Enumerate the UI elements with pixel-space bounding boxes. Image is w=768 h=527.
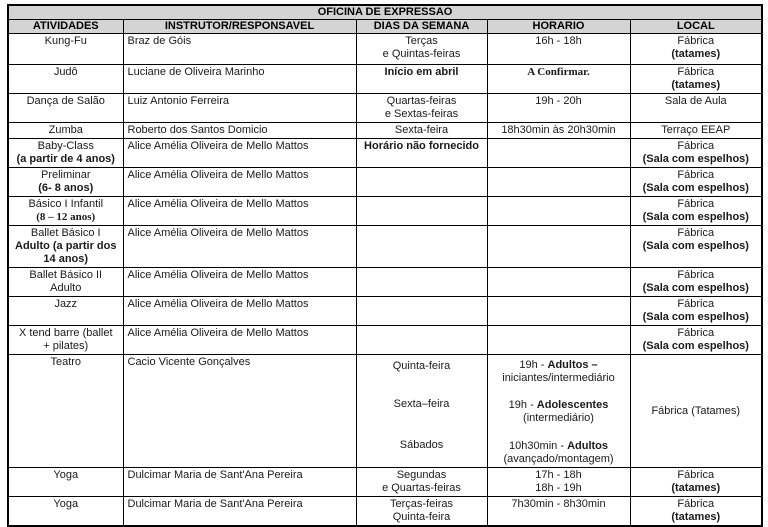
cell-activity	[8, 94, 123, 123]
table-row	[8, 139, 762, 168]
cell-line	[633, 269, 760, 282]
cell-instructor	[123, 139, 356, 168]
cell-line	[128, 66, 354, 79]
text-segment: Fábrica	[677, 469, 715, 481]
cell-line	[11, 140, 121, 153]
title-row	[8, 5, 762, 20]
cell-line	[633, 298, 760, 311]
cell-days	[356, 168, 487, 197]
cell-hours	[487, 168, 630, 197]
text-segment: Alice Amélia Oliveira de Mello Mattos	[127, 140, 309, 152]
text-segment: Fábrica	[677, 35, 715, 47]
table-row	[8, 355, 762, 468]
cell-activity	[8, 139, 123, 168]
cell-line	[359, 124, 485, 137]
table-row	[8, 197, 762, 226]
cell-line	[490, 412, 628, 425]
text-segment: Ballet Básico II	[29, 269, 103, 281]
text-segment: 10h30min -	[508, 440, 568, 452]
text-segment: Quinta-feira	[392, 511, 451, 523]
table-row	[8, 94, 762, 123]
cell-days	[356, 268, 487, 297]
cell-line	[633, 169, 760, 182]
cell-line	[490, 469, 628, 482]
cell-line	[633, 482, 760, 495]
cell-days	[356, 34, 487, 65]
text-segment: Fábrica	[677, 327, 715, 339]
text-segment: Alice Amélia Oliveira de Mello Mattos	[127, 198, 309, 210]
text-segment: 14 anos)	[43, 253, 89, 265]
cell-activity	[8, 168, 123, 197]
text-segment: Dança de Salão	[26, 95, 105, 107]
text-segment: Fábrica	[677, 169, 715, 181]
cell-line	[128, 124, 354, 137]
cell-line	[633, 240, 760, 253]
cell-hours	[487, 94, 630, 123]
cell-instructor	[123, 34, 356, 65]
cell-hours	[487, 355, 630, 468]
text-segment: Terças-feiras	[390, 498, 453, 510]
cell-line	[359, 398, 485, 411]
table-row	[8, 297, 762, 326]
text-segment: 19h -	[519, 359, 548, 371]
cell-instructor	[123, 123, 356, 139]
text-segment: Roberto dos Santos Domicio	[127, 124, 268, 136]
text-segment: (tatames)	[671, 482, 721, 494]
cell-line	[359, 140, 485, 153]
text-segment: Braz de Góis	[127, 35, 192, 47]
cell-line	[359, 498, 485, 511]
text-segment: Segundas	[396, 469, 447, 481]
text-segment: Adulto	[50, 282, 82, 294]
column-header-local: LOCAL	[630, 20, 762, 34]
text-segment: e Sextas-feiras	[384, 108, 459, 120]
text-segment: (Sala com espelhos)	[642, 340, 749, 352]
text-segment: (8 – 12 anos)	[36, 211, 96, 223]
schedule-table	[7, 4, 763, 527]
cell-line	[11, 153, 121, 166]
cell-instructor	[123, 226, 356, 268]
text-segment: A Confirmar.	[527, 66, 590, 78]
cell-days	[356, 497, 487, 527]
cell-days	[356, 139, 487, 168]
text-segment: Sexta–feira	[393, 398, 450, 410]
text-segment: 19h -	[508, 399, 537, 411]
text-segment: Dulcimar Maria de Sant'Ana Pereira	[127, 469, 303, 481]
cell-line	[11, 298, 121, 311]
cell-line	[490, 95, 628, 108]
cell-local	[630, 139, 762, 168]
text-segment: 7h30min - 8h30min	[511, 498, 606, 510]
cell-instructor	[123, 94, 356, 123]
cell-line	[490, 399, 628, 412]
cell-line	[490, 124, 628, 137]
text-segment: Ballet Básico I	[30, 227, 101, 239]
text-segment: Fábrica	[677, 66, 715, 78]
cell-line	[490, 453, 628, 466]
cell-line	[11, 95, 121, 108]
table-body	[8, 34, 762, 527]
text-segment: Yoga	[53, 469, 79, 481]
text-segment: Preliminar	[40, 169, 91, 181]
cell-instructor	[123, 355, 356, 468]
cell-line	[359, 95, 485, 108]
cell-line	[359, 35, 485, 48]
cell-local	[630, 94, 762, 123]
cell-line	[128, 227, 354, 240]
text-segment: Adolescentes	[536, 399, 609, 411]
text-segment: Horário não fornecido	[364, 140, 479, 152]
cell-line	[11, 327, 121, 340]
cell-line	[11, 253, 121, 266]
text-segment: Adultos	[567, 440, 609, 452]
column-header-atividades: ATIVIDADES	[8, 20, 123, 34]
cell-line	[11, 182, 121, 195]
cell-local	[630, 268, 762, 297]
table-row	[8, 226, 762, 268]
text-segment: (tatames)	[671, 511, 721, 523]
cell-line	[633, 48, 760, 61]
cell-line	[490, 359, 628, 372]
text-segment: (Sala com espelhos)	[642, 311, 749, 323]
cell-instructor	[123, 497, 356, 527]
cell-line	[11, 124, 121, 137]
cell-local	[630, 34, 762, 65]
cell-line	[633, 198, 760, 211]
cell-activity	[8, 34, 123, 65]
text-segment: Sexta-feira	[394, 124, 449, 136]
text-segment: Fábrica	[677, 140, 715, 152]
cell-line	[490, 482, 628, 495]
text-segment: Sábados	[399, 439, 444, 451]
text-segment: Jazz	[54, 298, 78, 310]
text-segment: Zumba	[48, 124, 83, 136]
text-segment: e Quintas-feiras	[382, 48, 461, 60]
cell-hours	[487, 497, 630, 527]
cell-line	[128, 198, 354, 211]
column-header-horario: HORARIO	[487, 20, 630, 34]
text-segment: Fábrica (Tatames)	[651, 404, 741, 417]
text-segment: Alice Amélia Oliveira de Mello Mattos	[127, 169, 309, 181]
text-segment: + pilates)	[43, 340, 89, 352]
cell-line	[11, 469, 121, 482]
cell-hours	[487, 123, 630, 139]
cell-hours	[487, 197, 630, 226]
cell-activity	[8, 497, 123, 527]
cell-days	[356, 94, 487, 123]
cell-days	[356, 326, 487, 355]
cell-line	[128, 169, 354, 182]
table-title: OFICINA DE EXPRESSAO	[8, 5, 762, 20]
cell-days	[356, 468, 487, 497]
cell-activity	[8, 268, 123, 297]
text-segment: Fábrica	[677, 227, 715, 239]
text-segment: 17h - 18h	[535, 469, 582, 481]
cell-local	[630, 123, 762, 139]
cell-line	[128, 269, 354, 282]
cell-line	[128, 95, 354, 108]
cell-line	[633, 511, 760, 524]
cell-instructor	[123, 468, 356, 497]
cell-line	[633, 35, 760, 48]
table-row	[8, 65, 762, 94]
cell-hours	[487, 468, 630, 497]
text-segment: (Sala com espelhos)	[642, 282, 749, 294]
text-segment: Terças	[405, 35, 438, 47]
cell-line	[11, 282, 121, 295]
cell-line	[633, 79, 760, 92]
table-row	[8, 268, 762, 297]
text-segment: iniciantes/intermediário	[502, 372, 615, 384]
cell-line	[128, 469, 354, 482]
text-segment: Luciane de Oliveira Marinho	[127, 66, 265, 78]
cell-activity	[8, 326, 123, 355]
cell-activity	[8, 226, 123, 268]
cell-line	[11, 269, 121, 282]
cell-line	[11, 240, 121, 253]
cell-line	[11, 227, 121, 240]
text-segment: (tatames)	[671, 48, 721, 60]
cell-line	[633, 140, 760, 153]
text-segment: e Quartas-feiras	[382, 482, 461, 494]
cell-line	[128, 35, 354, 48]
text-segment: Quartas-feiras	[386, 95, 457, 107]
text-segment: 16h - 18h	[535, 35, 582, 47]
cell-days	[356, 297, 487, 326]
cell-local	[630, 326, 762, 355]
column-header-instrutor: INSTRUTOR/RESPONSAVEL	[123, 20, 356, 34]
cell-line	[359, 360, 485, 373]
cell-hours	[487, 297, 630, 326]
text-segment: 18h - 19h	[535, 482, 582, 494]
cell-line	[359, 482, 485, 495]
cell-line	[359, 48, 485, 61]
cell-activity	[8, 355, 123, 468]
text-segment: Fábrica	[677, 198, 715, 210]
cell-instructor	[123, 297, 356, 326]
cell-line	[359, 108, 485, 121]
cell-line	[359, 469, 485, 482]
column-header-dias: DIAS DA SEMANA	[356, 20, 487, 34]
cell-line	[633, 405, 760, 418]
cell-hours	[487, 65, 630, 94]
cell-line	[128, 140, 354, 153]
cell-line	[490, 498, 628, 511]
cell-instructor	[123, 197, 356, 226]
cell-local	[630, 168, 762, 197]
text-segment: Fábrica	[677, 498, 715, 510]
cell-line	[128, 327, 354, 340]
cell-days	[356, 226, 487, 268]
text-segment: Teatro	[50, 356, 82, 368]
cell-line	[633, 311, 760, 324]
cell-days	[356, 65, 487, 94]
cell-line	[359, 511, 485, 524]
cell-line	[128, 356, 354, 369]
cell-line	[633, 211, 760, 224]
text-segment: Quinta-feira	[392, 360, 451, 372]
cell-line	[633, 227, 760, 240]
text-segment: 19h - 20h	[535, 95, 582, 107]
text-segment: (Sala com espelhos)	[642, 240, 749, 252]
cell-line	[633, 153, 760, 166]
cell-activity	[8, 197, 123, 226]
text-segment: (Sala com espelhos)	[642, 182, 749, 194]
text-segment: Yoga	[53, 498, 79, 510]
cell-line	[11, 340, 121, 353]
cell-line	[490, 35, 628, 48]
text-segment: Alice Amélia Oliveira de Mello Mattos	[127, 269, 309, 281]
cell-line	[633, 182, 760, 195]
table-row	[8, 468, 762, 497]
text-segment: Adultos –	[547, 359, 598, 371]
text-segment: Alice Amélia Oliveira de Mello Mattos	[127, 227, 309, 239]
cell-line	[490, 372, 628, 385]
cell-hours	[487, 226, 630, 268]
text-segment: Kung-Fu	[44, 35, 87, 47]
cell-line	[633, 327, 760, 340]
text-segment: Início em abril	[384, 66, 459, 78]
cell-local	[630, 297, 762, 326]
cell-hours	[487, 268, 630, 297]
text-segment: Terraço EEAP	[661, 124, 731, 136]
cell-instructor	[123, 326, 356, 355]
cell-line	[11, 169, 121, 182]
cell-activity	[8, 65, 123, 94]
cell-activity	[8, 468, 123, 497]
cell-instructor	[123, 268, 356, 297]
cell-line	[11, 35, 121, 48]
cell-hours	[487, 34, 630, 65]
cell-line	[359, 439, 485, 452]
cell-line	[490, 66, 628, 79]
table-row	[8, 168, 762, 197]
cell-line	[633, 124, 760, 137]
cell-days	[356, 123, 487, 139]
cell-line	[128, 298, 354, 311]
text-segment: Básico I Infantil	[28, 198, 104, 210]
text-segment: (intermediário)	[523, 412, 594, 424]
cell-line	[633, 498, 760, 511]
cell-local	[630, 355, 762, 468]
cell-days	[356, 355, 487, 468]
cell-instructor	[123, 168, 356, 197]
cell-line	[11, 198, 121, 211]
text-segment: Luiz Antonio Ferreira	[127, 95, 229, 107]
text-segment: (Sala com espelhos)	[642, 153, 749, 165]
text-segment: Alice Amélia Oliveira de Mello Mattos	[127, 298, 309, 310]
text-segment: Judô	[53, 66, 78, 78]
cell-line	[11, 211, 121, 224]
text-segment: (tatames)	[671, 79, 721, 91]
cell-line	[359, 66, 485, 79]
text-segment: Fábrica	[677, 298, 715, 310]
cell-instructor	[123, 65, 356, 94]
cell-line	[633, 340, 760, 353]
text-segment: Dulcimar Maria de Sant'Ana Pereira	[127, 498, 303, 510]
cell-line	[633, 66, 760, 79]
text-segment: (avançado/montagem)	[503, 453, 614, 465]
text-segment: 18h30min às 20h30min	[501, 124, 616, 136]
text-segment: (6- 8 anos)	[38, 182, 94, 194]
text-segment: Adulto (a partir dos	[15, 240, 117, 252]
cell-activity	[8, 297, 123, 326]
cell-line	[11, 66, 121, 79]
text-segment: Baby-Class	[37, 140, 94, 152]
text-segment: Cacio Vicente Gonçalves	[127, 356, 251, 368]
text-segment: (a partir de 4 anos)	[16, 153, 115, 165]
cell-local	[630, 226, 762, 268]
cell-local	[630, 197, 762, 226]
table-row	[8, 326, 762, 355]
table-row	[8, 34, 762, 65]
cell-local	[630, 468, 762, 497]
text-segment: (Sala com espelhos)	[642, 211, 749, 223]
table-row	[8, 123, 762, 139]
cell-activity	[8, 123, 123, 139]
text-segment: Alice Amélia Oliveira de Mello Mattos	[127, 327, 309, 339]
cell-line	[128, 498, 354, 511]
cell-local	[630, 497, 762, 527]
cell-local	[630, 65, 762, 94]
cell-hours	[487, 139, 630, 168]
table-row	[8, 497, 762, 527]
cell-line	[633, 282, 760, 295]
header-row	[8, 20, 762, 34]
cell-line	[490, 440, 628, 453]
cell-days	[356, 197, 487, 226]
cell-line	[11, 356, 121, 369]
cell-line	[11, 498, 121, 511]
text-segment: Fábrica	[677, 269, 715, 281]
text-segment: X tend barre (ballet	[18, 327, 113, 339]
cell-hours	[487, 326, 630, 355]
text-segment: Sala de Aula	[664, 95, 727, 107]
cell-line	[633, 469, 760, 482]
cell-line	[633, 95, 760, 108]
